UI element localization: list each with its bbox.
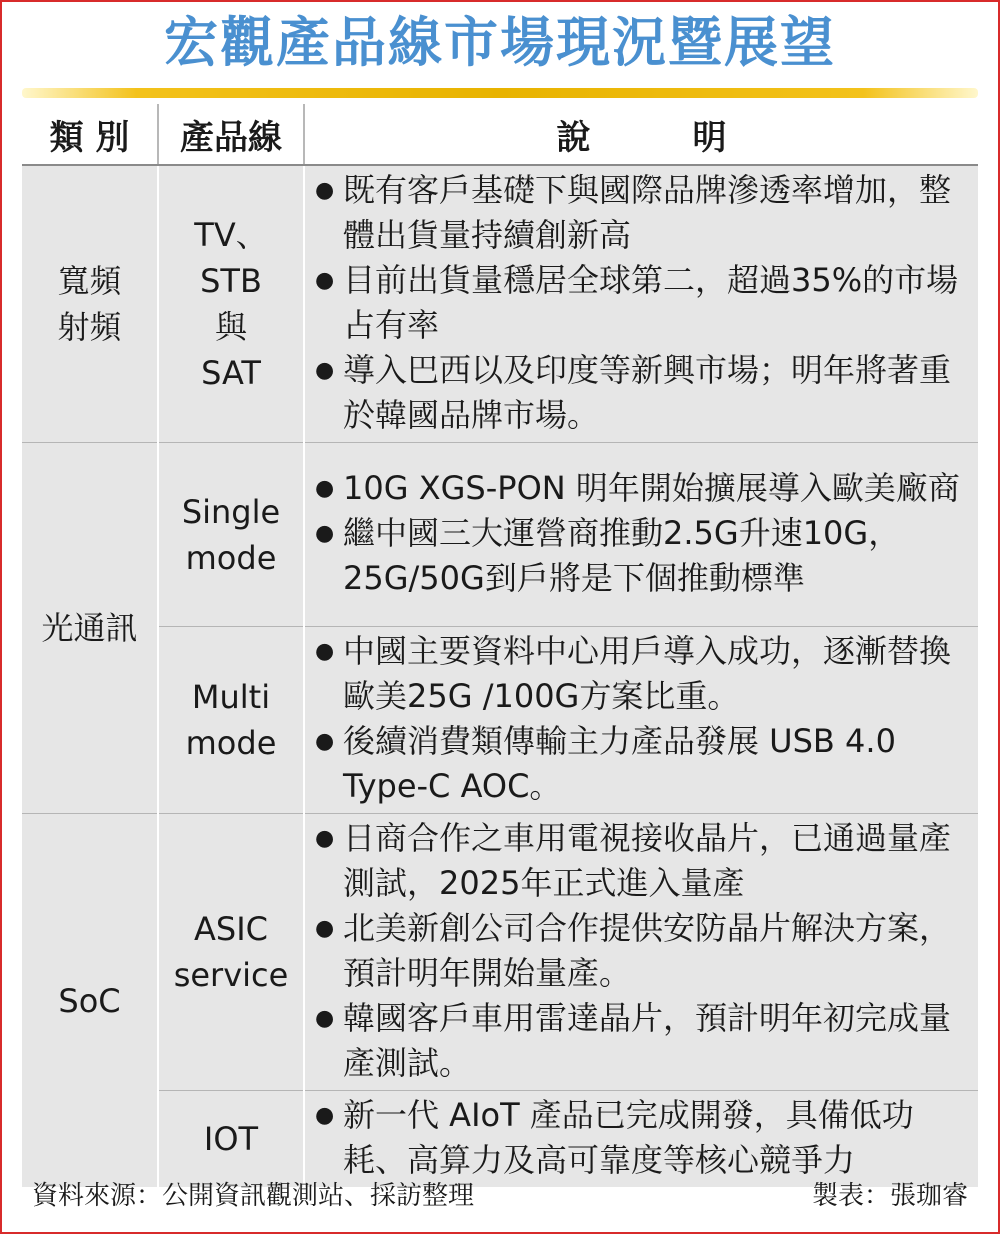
title-divider [22, 88, 978, 98]
source-note: 資料來源：公開資訊觀測站、採訪整理 [32, 1181, 475, 1211]
description-cell [304, 1091, 978, 1188]
description-cell [304, 165, 978, 443]
header-category: 類 別 [22, 104, 158, 165]
table-row [22, 443, 978, 627]
product-line-cell: IOT [158, 1091, 304, 1188]
product-table [22, 104, 978, 1187]
footer [22, 1176, 978, 1216]
description-item: ● 後續消費類傳輸主力產品發展 USB 4.0 Type-C AOC。 [315, 719, 964, 809]
table-row [22, 814, 978, 1091]
table-header-row [22, 104, 978, 165]
description-cell [304, 627, 978, 814]
description-item: ● 中國主要資料中心用戶導入成功，逐漸替換歐美25G /100G方案比重。 [315, 629, 964, 719]
header-description: 說 明 [304, 104, 978, 165]
description-item: ● 日商合作之車用電視接收晶片，已通過量產測試，2025年正式進入量產 [315, 816, 964, 906]
description-cell [304, 814, 978, 1091]
category-cell: 光通訊 [22, 443, 158, 814]
description-item: ● 韓國客戶車用雷達晶片，預計明年初完成量產測試。 [315, 996, 964, 1086]
description-item: ● 目前出貨量穩居全球第二，超過35%的市場占有率 [315, 258, 964, 348]
table-row [22, 1091, 978, 1188]
product-line-cell: ASIC service [158, 814, 304, 1091]
table-body [22, 165, 978, 1187]
table-row [22, 165, 978, 443]
product-line-cell: TV、 STB 與 SAT [158, 165, 304, 443]
description-item: ● 既有客戶基礎下與國際品牌滲透率增加，整體出貨量持續創新高 [315, 168, 964, 258]
table-row [22, 627, 978, 814]
description-cell [304, 443, 978, 627]
description-item: ● 繼中國三大運營商推動2.5G升速10G，25G/50G到戶將是下個推動標準 [315, 511, 964, 601]
product-line-cell: Multi mode [158, 627, 304, 814]
category-cell: SoC [22, 814, 158, 1188]
page-title: 宏觀產品線市場現況暨展望 [164, 11, 836, 74]
maker-note: 製表：張珈睿 [811, 1181, 968, 1211]
product-line-cell: Single mode [158, 443, 304, 627]
header-product-line: 產品線 [158, 104, 304, 165]
description-item: ● 10G XGS-PON 明年開始擴展導入歐美廠商 [315, 466, 964, 511]
category-cell: 寬頻 射頻 [22, 165, 158, 443]
description-item: ● 北美新創公司合作提供安防晶片解決方案，預計明年開始量產。 [315, 906, 964, 996]
description-item: ● 新一代 AIoT 產品已完成開發，具備低功耗、高算力及高可靠度等核心競爭力 [315, 1093, 964, 1183]
description-item: ● 導入巴西以及印度等新興市場；明年將著重於韓國品牌市場。 [315, 348, 964, 438]
